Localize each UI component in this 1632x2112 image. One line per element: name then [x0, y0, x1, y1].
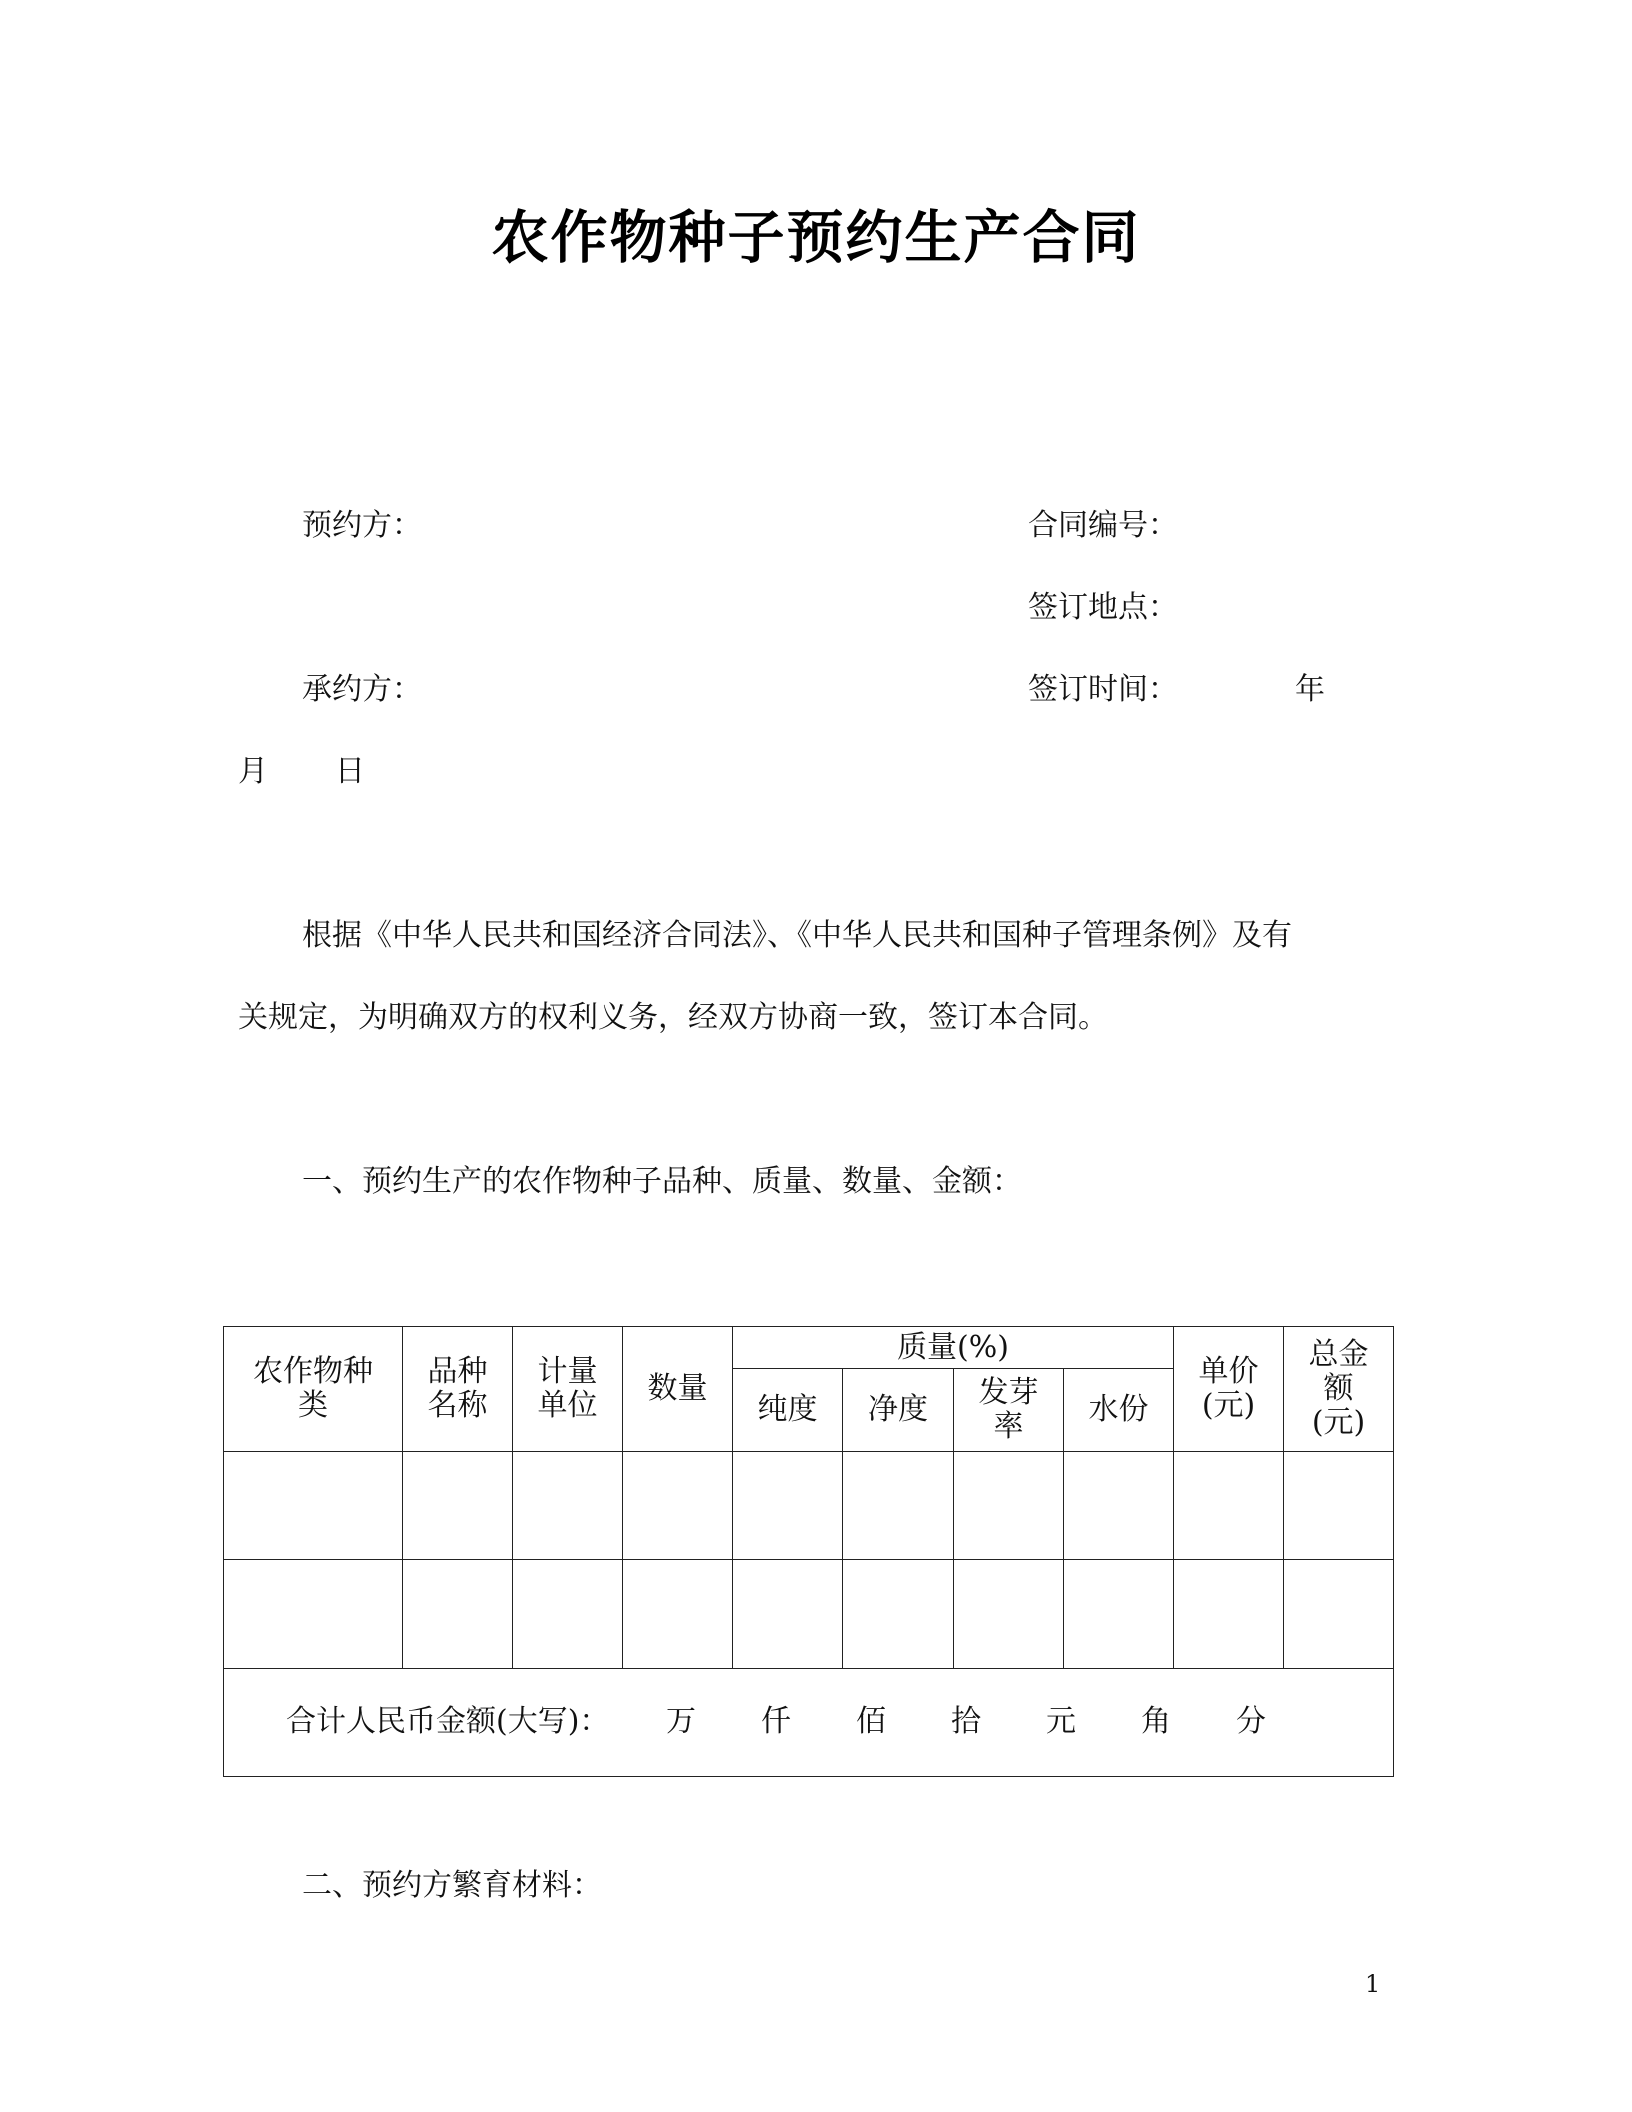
- table-cell[interactable]: [843, 1560, 954, 1668]
- header-germination: 发芽 率: [954, 1369, 1064, 1452]
- table-cell[interactable]: [1174, 1452, 1284, 1560]
- header-cleanliness: 净度: [843, 1369, 954, 1452]
- unit-jiao: 角: [1141, 1704, 1171, 1740]
- sign-place-label: 签订地点：: [1028, 590, 1178, 625]
- total-amount-label: 合计人民币金额(大写)：: [286, 1704, 610, 1740]
- table-cell[interactable]: [733, 1560, 843, 1668]
- table-cell[interactable]: [954, 1452, 1064, 1560]
- table-cell[interactable]: [1284, 1452, 1394, 1560]
- contract-number-label: 合同编号：: [1028, 508, 1178, 543]
- table-cell[interactable]: [954, 1560, 1064, 1668]
- total-amount-cell[interactable]: [224, 1668, 1394, 1776]
- unit-shi: 拾: [951, 1704, 981, 1740]
- unit-yuan: 元: [1046, 1704, 1076, 1740]
- sign-time-label: 签订时间：: [1028, 672, 1178, 707]
- table-cell[interactable]: [1284, 1560, 1394, 1668]
- preamble-line-2: 关规定，为明确双方的权利义务，经双方协商一致，签订本合同。: [238, 1000, 1108, 1035]
- sign-time-year: 年: [1295, 672, 1325, 707]
- sign-time-day: 日: [335, 754, 365, 789]
- header-purity: 纯度: [733, 1369, 843, 1452]
- table-row: [224, 1452, 1394, 1560]
- table-cell[interactable]: [513, 1560, 623, 1668]
- total-row: [224, 1668, 1394, 1776]
- reservee-label: 预约方：: [302, 508, 422, 543]
- header-unit-price: 单价 (元): [1174, 1327, 1284, 1452]
- header-crop-type: 农作物种 类: [224, 1327, 403, 1452]
- table-row: [224, 1560, 1394, 1668]
- section-2-heading: 二、预约方繁育材料：: [302, 1868, 602, 1903]
- unit-bai: 佰: [856, 1704, 886, 1740]
- unit-qian: 仟: [761, 1704, 791, 1740]
- table-cell[interactable]: [1174, 1560, 1284, 1668]
- header-quality: 质量(%): [733, 1327, 1174, 1369]
- table-cell[interactable]: [1064, 1452, 1174, 1560]
- section-1-heading: 一、预约生产的农作物种子品种、质量、数量、金额：: [302, 1164, 1022, 1199]
- table-cell[interactable]: [224, 1452, 403, 1560]
- header-total-amount: 总金 额 (元): [1284, 1327, 1394, 1452]
- header-variety: 品种 名称: [403, 1327, 513, 1452]
- table-cell[interactable]: [224, 1560, 403, 1668]
- header-quantity: 数量: [623, 1327, 733, 1452]
- unit-wan: 万: [666, 1704, 696, 1740]
- preamble-line-1: 根据《中华人民共和国经济合同法》、《中华人民共和国种子管理条例》及有: [302, 918, 1292, 953]
- header-unit: 计量 单位: [513, 1327, 623, 1452]
- table-cell[interactable]: [403, 1560, 513, 1668]
- contractor-label: 承约方：: [302, 672, 422, 707]
- table-cell[interactable]: [623, 1560, 733, 1668]
- table-cell[interactable]: [623, 1452, 733, 1560]
- table-cell[interactable]: [513, 1452, 623, 1560]
- table-cell[interactable]: [733, 1452, 843, 1560]
- seed-table: [223, 1326, 1394, 1777]
- table-cell[interactable]: [403, 1452, 513, 1560]
- table-cell[interactable]: [843, 1452, 954, 1560]
- document-title: 农作物种子预约生产合同: [491, 205, 1141, 271]
- header-moisture: 水份: [1064, 1369, 1174, 1452]
- sign-time-month: 月: [238, 754, 268, 789]
- table-cell[interactable]: [1064, 1560, 1174, 1668]
- unit-fen: 分: [1236, 1704, 1266, 1740]
- page-number: 1: [1365, 1970, 1381, 1998]
